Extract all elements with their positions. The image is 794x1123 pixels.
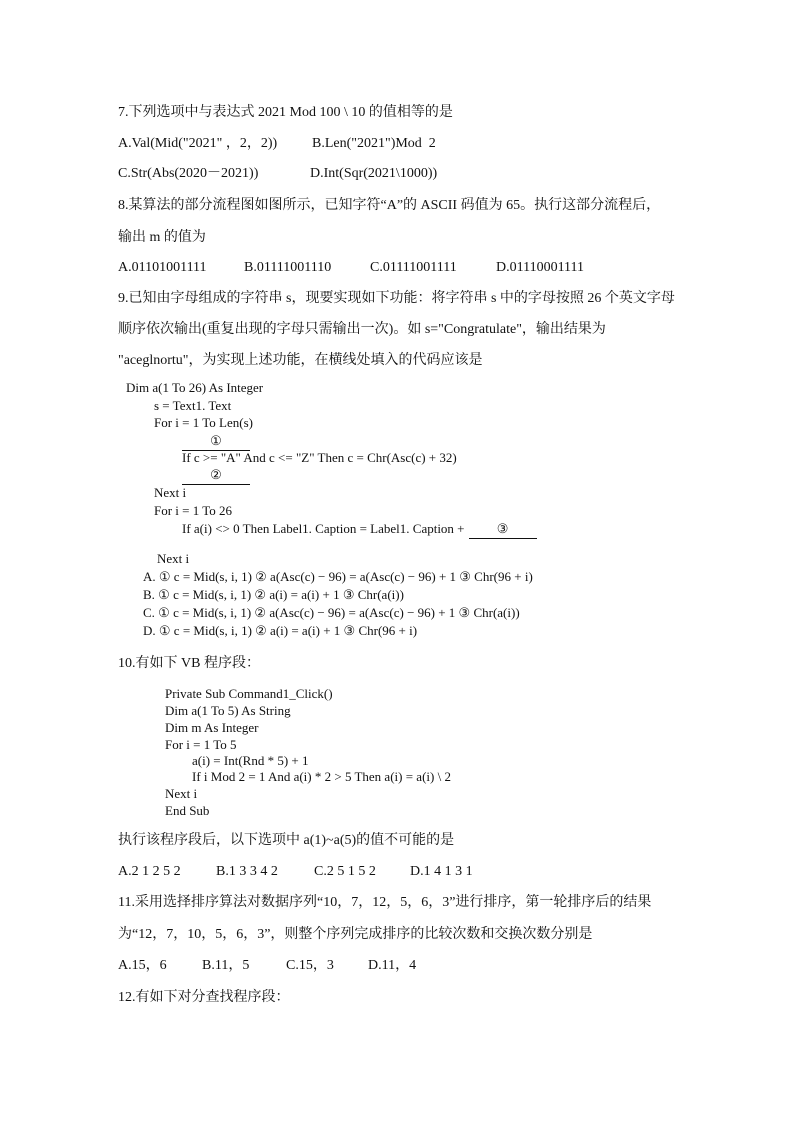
q8-stem-line1: 8.某算法的部分流程图如图所示，已知字符“A”的 ASCII 码值为 65。执行这部分流程后，	[118, 198, 661, 213]
q10-code-line: If i Mod 2 = 1 And a(i) * 2 > 5 Then a(i) = a(i) \ 2	[192, 769, 451, 784]
q9-option-c: C. ① c = Mid(s, i, 1) ② a(Asc(c) − 96) = a(Asc(c) − 96) + 1 ③ Chr(a(i))	[143, 605, 520, 620]
q9-code-line: Next i	[157, 551, 190, 566]
q11-option-a: A.15，6	[118, 958, 167, 973]
q8-option-a: A.01101001111	[118, 260, 207, 275]
q9-option-d: D. ① c = Mid(s, i, 1) ② a(i) = a(i) + 1 ③ Chr(96 + i)	[143, 623, 418, 638]
q10-code-line: End Sub	[165, 803, 210, 818]
q11-option-b: B.11，5	[202, 958, 250, 973]
q10-code-line: Next i	[165, 786, 198, 801]
q11-option-d: D.11，4	[368, 958, 417, 973]
q9-code-line: For i = 1 To 26	[154, 503, 233, 518]
q9-code-text: If a(i) <> 0 Then Label1. Caption = Label1. Caption +	[182, 521, 465, 536]
q10-code-line: a(i) = Int(Rnd * 5) + 1	[192, 753, 309, 768]
blank-marker-3: ③	[469, 520, 537, 539]
q9-code-line-with-blank-3	[182, 520, 537, 539]
q8-option-b: B.01111001110	[244, 260, 332, 275]
q10-code-line: Dim m As Integer	[165, 720, 259, 735]
q7-option-c: C.Str(Abs(2020－2021))	[118, 166, 259, 181]
q7-option-b: B.Len("2021")Mod 2	[312, 136, 436, 151]
blank-marker-1: ①	[182, 432, 250, 451]
q9-code-line: If c >= "A" And c <= "Z" Then c = Chr(Asc(c) + 32)	[182, 450, 457, 465]
q9-code-line: Next i	[154, 485, 187, 500]
q9-code-line: For i = 1 To Len(s)	[154, 415, 253, 430]
q10-code-line: For i = 1 To 5	[165, 737, 237, 752]
blank-marker-2: ②	[182, 466, 250, 485]
q7-option-d: D.Int(Sqr(2021\1000))	[310, 166, 438, 181]
q10-stem: 10.有如下 VB 程序段：	[118, 656, 260, 671]
q9-code-line: Dim a(1 To 26) As Integer	[126, 380, 264, 395]
q9-stem-line3: "aceglnortu"，为实现上述功能，在横线处填入的代码应该是	[118, 353, 483, 368]
q9-option-b: B. ① c = Mid(s, i, 1) ② a(i) = a(i) + 1 ③ Chr(a(i))	[143, 587, 404, 602]
q11-option-c: C.15，3	[286, 958, 334, 973]
q7-stem: 7.下列选项中与表达式 2021 Mod 100 \ 10 的值相等的是	[118, 105, 453, 120]
q10-code-line: Dim a(1 To 5) As String	[165, 703, 291, 718]
q10-option-d: D.1 4 1 3 1	[410, 864, 473, 879]
q12-stem: 12.有如下对分查找程序段：	[118, 990, 290, 1005]
q9-stem-line1: 9.已知由字母组成的字符串 s，现要实现如下功能：将字符串 s 中的字母按照 26 个英文字母	[118, 291, 675, 306]
q9-blank-2	[182, 466, 250, 485]
q10-option-b: B.1 3 3 4 2	[216, 864, 278, 879]
q9-code-line: s = Text1. Text	[154, 398, 232, 413]
q11-stem-line2: 为“12，7，10，5，6，3”，则整个序列完成排序的比较次数和交换次数分别是	[118, 927, 593, 942]
q8-option-d: D.01110001111	[496, 260, 585, 275]
q9-option-a: A. ① c = Mid(s, i, 1) ② a(Asc(c) − 96) = a(Asc(c) − 96) + 1 ③ Chr(96 + i)	[143, 569, 533, 584]
q7-option-a: A.Val(Mid("2021" ，2，2))	[118, 136, 278, 151]
q10-option-c: C.2 5 1 5 2	[314, 864, 376, 879]
q10-code-line: Private Sub Command1_Click()	[165, 686, 333, 701]
q8-option-c: C.01111001111	[370, 260, 457, 275]
q8-stem-line2: 输出 m 的值为	[118, 230, 206, 245]
q10-option-a: A.2 1 2 5 2	[118, 864, 181, 879]
q9-stem-line2: 顺序依次输出(重复出现的字母只需输出一次)。如 s="Congratulate"，输出结果为	[118, 322, 606, 337]
q10-ask: 执行该程序段后，以下选项中 a(1)~a(5)的值不可能的是	[118, 833, 455, 848]
q11-stem-line1: 11.采用选择排序算法对数据序列“10，7，12，5，6，3”进行排序，第一轮排序后的结果	[118, 895, 652, 910]
